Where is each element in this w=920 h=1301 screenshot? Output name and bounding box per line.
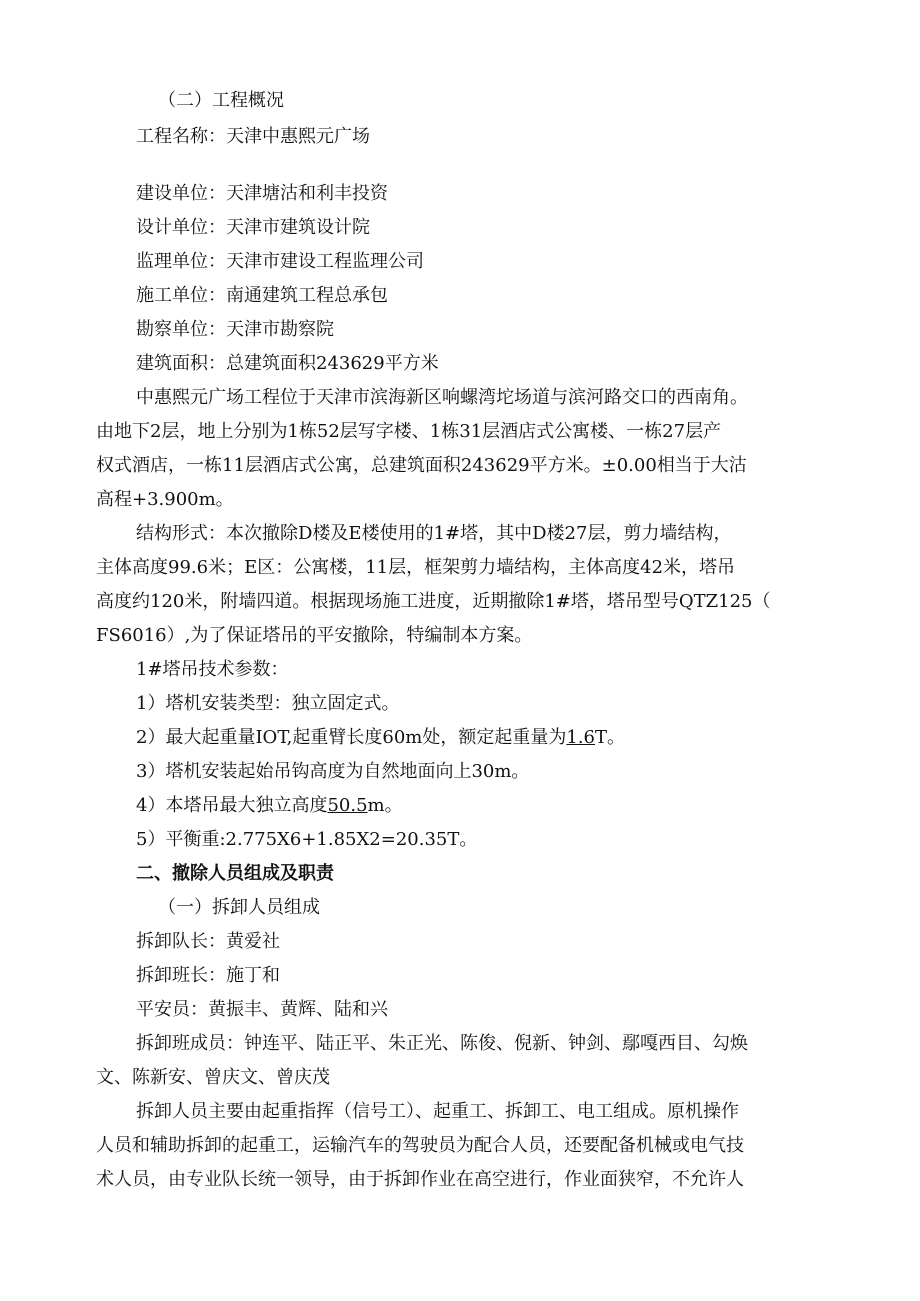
description-line-2: 由地下2层，地上分别为1栋52层写字楼、1栋31层酒店式公寓楼、一栋27层产 xyxy=(96,421,722,442)
structure-line-4: FS6016）,为了保证塔吊的平安撤除，特编制本方案。 xyxy=(96,625,533,646)
param-3: 3）塔机安装起始吊钩高度为自然地面向上30m。 xyxy=(136,761,530,782)
params-title: 1#塔吊技术参数： xyxy=(136,659,289,680)
building-area: 建筑面积：总建筑面积243629平方米 xyxy=(136,353,439,374)
param-4-value: 50.5 xyxy=(327,795,368,816)
builder-unit: 建设单位：天津塘沽和利丰投资 xyxy=(136,183,388,204)
construction-unit: 施工单位：南通建筑工程总承包 xyxy=(136,285,388,306)
structure-line-2: 主体高度99.6米；E区：公寓楼，11层，框架剪力墙结构，主体高度42米，塔吊 xyxy=(96,557,736,578)
description-line-3: 权式酒店，一栋11层酒店式公寓，总建筑面积243629平方米。±0.00相当于大沽 xyxy=(96,455,747,476)
duty-line-3: 术人员，由专业队长统一领导，由于拆卸作业在高空进行，作业面狭窄，不允许人 xyxy=(96,1169,744,1190)
param-4-unit: m。 xyxy=(367,795,403,816)
param-4-text: 4）本塔吊最大独立高度 xyxy=(136,795,328,816)
param-2-unit: T。 xyxy=(595,727,626,748)
squad-leader: 拆卸班长：施丁和 xyxy=(136,965,280,986)
design-unit: 设计单位：天津市建筑设计院 xyxy=(136,217,370,238)
overview-heading: （二）工程概况 xyxy=(158,90,284,111)
description-line-4: 高程+3.900m。 xyxy=(96,489,234,510)
survey-unit: 勘察单位：天津市勘察院 xyxy=(136,319,334,340)
staff-sub-heading: （一）拆卸人员组成 xyxy=(158,897,320,918)
project-name: 工程名称：天津中惠熙元广场 xyxy=(136,126,370,147)
members-line-1: 拆卸班成员：钟连平、陆正平、朱正光、陈俊、倪新、钟剑、鄢嘎西目、勾焕 xyxy=(136,1033,748,1054)
param-2 xyxy=(136,726,920,750)
duty-line-1: 拆卸人员主要由起重指挥（信号工）、起重工、拆卸工、电工组成。原机操作 xyxy=(136,1101,739,1122)
param-2-text: 2）最大起重量IOT,起重臂长度60m处，额定起重量为 xyxy=(136,727,567,748)
structure-line-3: 高度约120米，附墙四道。根据现场施工进度，近期撤除1#塔，塔吊型号QTZ125（ xyxy=(96,591,771,612)
members-line-2: 文、陈新安、曾庆文、曾庆茂 xyxy=(96,1067,330,1088)
param-2-value: 1.6 xyxy=(566,727,596,748)
team-captain: 拆卸队长：黄爱社 xyxy=(136,931,280,952)
supervision-unit: 监理单位：天津市建设工程监理公司 xyxy=(136,251,424,272)
param-4 xyxy=(136,794,920,818)
structure-line-1: 结构形式：本次撤除D楼及E楼使用的1#塔，其中D楼27层，剪力墙结构， xyxy=(136,523,732,544)
param-5: 5）平衡重:2.775X6+1.85X2=20.35T。 xyxy=(136,829,478,850)
duty-line-2: 人员和辅助拆卸的起重工，运输汽车的驾驶员为配合人员，还要配备机械或电气技 xyxy=(96,1135,744,1156)
staff-heading: 二、撤除人员组成及职责 xyxy=(136,863,334,884)
param-1: 1）塔机安装类型：独立固定式。 xyxy=(136,693,400,714)
description-line-1: 中惠熙元广场工程位于天津市滨海新区响螺湾坨场道与滨河路交口的西南角。 xyxy=(136,387,748,408)
safety-officers: 平安员：黄振丰、黄辉、陆和兴 xyxy=(136,999,388,1020)
